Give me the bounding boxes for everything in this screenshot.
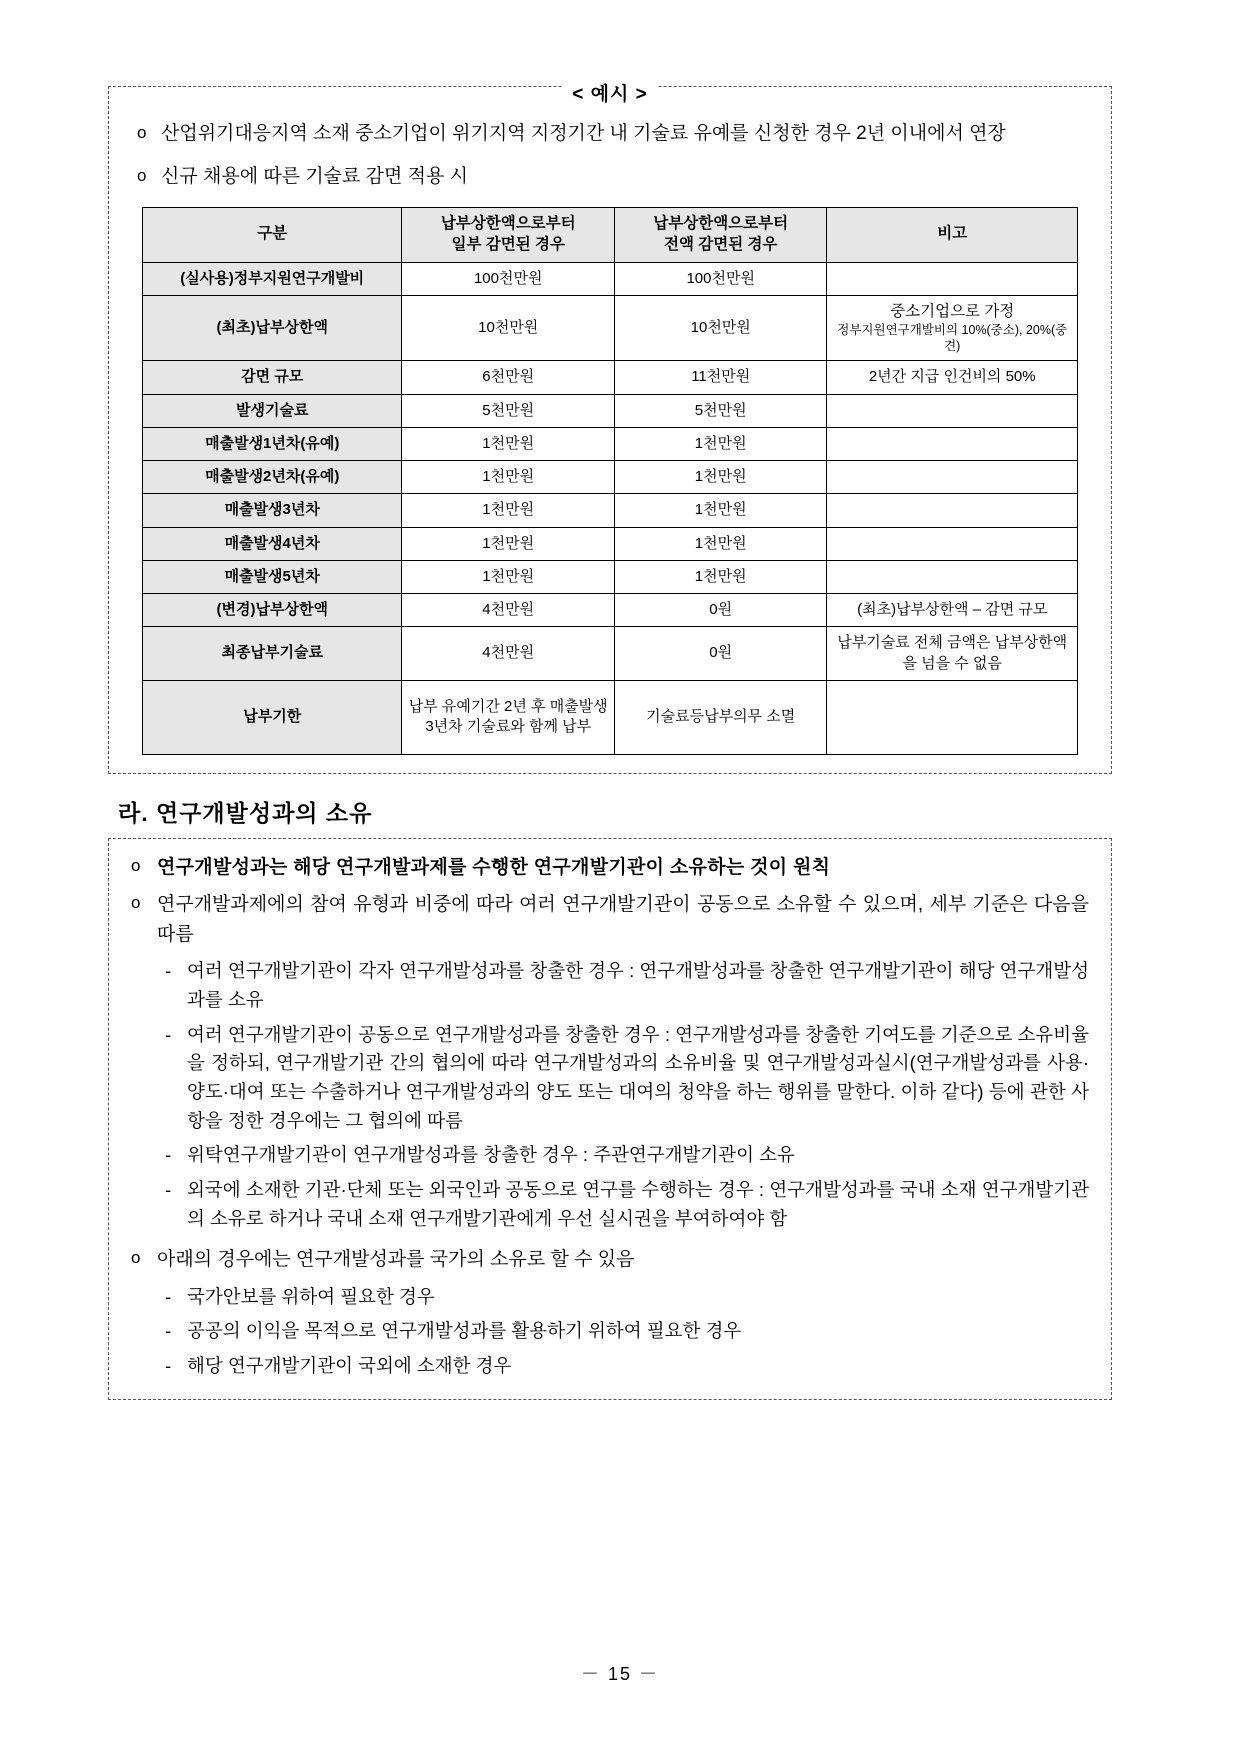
row-label: 매출발생3년차 [143, 494, 402, 527]
column-header-remarks: 비고 [827, 208, 1078, 263]
table-row [143, 680, 1078, 754]
table-row [143, 627, 1078, 681]
cell-partial: 100천만원 [402, 262, 615, 295]
list-item-text: 연구개발성과는 해당 연구개발과제를 수행한 연구개발기관이 소유하는 것이 원칙 [157, 857, 831, 878]
cell-partial: 6천만원 [402, 361, 615, 394]
row-label: 매출발생2년차(유예) [143, 461, 402, 494]
list-item [165, 1283, 1089, 1312]
list-item [165, 1021, 1089, 1136]
bullet-marker: o [131, 1248, 141, 1268]
cell-remarks: 2년간 지급 인건비의 50% [827, 361, 1078, 394]
list-item [165, 1352, 1089, 1381]
dash-marker: - [165, 1355, 172, 1377]
cell-partial: 1천만원 [402, 461, 615, 494]
technology-fee-example-table [142, 207, 1078, 755]
cell-remarks [827, 527, 1078, 560]
table-row [143, 296, 1078, 361]
cell-remarks [827, 296, 1078, 361]
table-row [143, 527, 1078, 560]
column-header-division: 구분 [143, 208, 402, 263]
list-item-text: 국가안보를 위하여 필요한 경우 [187, 1285, 435, 1307]
column-header-partial-reduction [402, 208, 615, 263]
row-label: 납부기한 [143, 680, 402, 754]
dash-marker: - [165, 1320, 172, 1342]
cell-partial: 1천만원 [402, 560, 615, 593]
dash-marker: - [165, 1285, 172, 1307]
table-row [143, 427, 1078, 460]
cell-remarks [827, 461, 1078, 494]
dash-marker: - [165, 1144, 172, 1166]
bullet-marker: o [137, 165, 147, 185]
cell-full: 100천만원 [614, 262, 827, 295]
row-label: (변경)납부상한액 [143, 594, 402, 627]
table-row [143, 560, 1078, 593]
table-row [143, 494, 1078, 527]
cell-partial: 1천만원 [402, 427, 615, 460]
cell-partial: 납부 유예기간 2년 후 매출발생 3년차 기술료와 함께 납부 [402, 680, 615, 754]
example-bullet-2 [137, 163, 1083, 192]
remark-sub: 정부지원연구개발비의 10%(중소), 20%(중견) [837, 323, 1068, 353]
dash-marker: - [165, 960, 172, 982]
table-row [143, 262, 1078, 295]
cell-remarks: 납부기술료 전체 금액은 납부상한액을 넘을 수 없음 [827, 627, 1078, 681]
cell-remarks [827, 494, 1078, 527]
cell-full: 5천만원 [614, 394, 827, 427]
list-item [165, 1317, 1089, 1346]
header-line-1: 납부상한액으로부터 [653, 215, 789, 232]
page-number: － 15 － [580, 1664, 660, 1684]
cell-partial: 1천만원 [402, 494, 615, 527]
cell-full: 10천만원 [614, 296, 827, 361]
bullet-marker: o [131, 893, 141, 913]
cell-full: 1천만원 [614, 560, 827, 593]
list-item-text: 연구개발과제에의 참여 유형과 비중에 따라 여러 연구개발기관이 공동으로 소유할 수 있으며, 세부 기준은 다음을 따름 [157, 894, 1089, 945]
remark-main: 중소기업으로 가정 [890, 303, 1015, 321]
bullet-marker: o [137, 123, 147, 142]
dash-marker: - [165, 1179, 172, 1201]
list-item-text: 여러 연구개발기관이 각자 연구개발성과를 창출한 경우 : 연구개발성과를 창출한 연구개발기관이 해당 연구개발성과를 소유 [187, 960, 1089, 1010]
cell-partial: 10천만원 [402, 296, 615, 361]
header-line-2: 일부 감면된 경우 [451, 235, 565, 253]
cell-remarks [827, 262, 1078, 295]
list-item-text: 여러 연구개발기관이 공동으로 연구개발성과를 창출한 경우 : 연구개발성과를 창출한 기여도를 기준으로 소유비율을 정하되, 연구개발기관 간의 협의에 따라 연구개발성과의 소유비율 및 연구개발성과실시(연구개발성과를 사용·양도·대여 또는 수출하거나 연구개발성과의 양도 또는 대여의 청약을 하는 행위를 말한다. 이하 같다) 등에 관한 사항을 정한 경우에는 그 협의에 따름 [187, 1023, 1089, 1131]
row-label: (실사용)정부지원연구개발비 [143, 262, 402, 295]
list-item [131, 890, 1089, 949]
list-item [165, 1176, 1089, 1233]
list-item [165, 1141, 1089, 1170]
row-label: 감면 규모 [143, 361, 402, 394]
cell-full: 11천만원 [614, 361, 827, 394]
table-row [143, 594, 1078, 627]
cell-full: 기술료등납부의무 소멸 [614, 680, 827, 754]
example-bullet-1 [137, 120, 1083, 149]
list-item-text: 해당 연구개발기관이 국외에 소재한 경우 [187, 1355, 512, 1377]
cell-full: 1천만원 [614, 461, 827, 494]
header-line-2: 전액 감면된 경우 [664, 235, 778, 253]
cell-partial: 4천만원 [402, 594, 615, 627]
cell-full: 1천만원 [614, 527, 827, 560]
column-header-full-reduction [614, 208, 827, 263]
list-item-text: 위탁연구개발기관이 연구개발성과를 창출한 경우 : 주관연구개발기관이 소유 [187, 1144, 795, 1166]
cell-full: 1천만원 [614, 427, 827, 460]
row-label: 발생기술료 [143, 394, 402, 427]
table-header-row [143, 208, 1078, 263]
row-label: 매출발생5년차 [143, 560, 402, 593]
list-item-text: 아래의 경우에는 연구개발성과를 국가의 소유로 할 수 있음 [157, 1249, 635, 1271]
section-heading: 라. 연구개발성과의 소유 [118, 800, 373, 826]
bullet-text: 산업위기대응지역 소재 중소기업이 위기지역 지정기간 내 기술료 유예를 신청한 경우 2년 이내에서 연장 [161, 123, 1006, 144]
list-item-text: 공공의 이익을 목적으로 연구개발성과를 활용하기 위하여 필요한 경우 [187, 1320, 742, 1342]
table-row [143, 461, 1078, 494]
list-item [131, 853, 1089, 882]
list-item [131, 1245, 1089, 1274]
example-callout-box [108, 86, 1112, 774]
cell-partial: 1천만원 [402, 527, 615, 560]
example-title: < 예시 > [562, 79, 657, 106]
bullet-marker: o [131, 856, 141, 875]
cell-partial: 4천만원 [402, 627, 615, 681]
cell-full: 0원 [614, 627, 827, 681]
cell-remarks [827, 560, 1078, 593]
cell-full: 0원 [614, 594, 827, 627]
list-item [165, 957, 1089, 1014]
table-row [143, 394, 1078, 427]
cell-remarks: (최초)납부상한액 – 감면 규모 [827, 594, 1078, 627]
cell-remarks [827, 680, 1078, 754]
list-item-text: 외국에 소재한 기관·단체 또는 외국인과 공동으로 연구를 수행하는 경우 : 연구개발성과를 국내 소재 연구개발기관의 소유로 하거나 국내 소재 연구개발기관에게 우선 실시권을 부여하여야 함 [187, 1179, 1089, 1229]
cell-remarks [827, 394, 1078, 427]
bullet-text: 신규 채용에 따른 기술료 감면 적용 시 [161, 165, 468, 187]
row-label: 최종납부기술료 [143, 627, 402, 681]
cell-remarks [827, 427, 1078, 460]
section-content-box [108, 838, 1112, 1400]
table-row [143, 361, 1078, 394]
row-label: 매출발생1년차(유예) [143, 427, 402, 460]
cell-partial: 5천만원 [402, 394, 615, 427]
cell-full: 1천만원 [614, 494, 827, 527]
row-label: (최초)납부상한액 [143, 296, 402, 361]
dash-marker: - [165, 1023, 172, 1045]
row-label: 매출발생4년차 [143, 527, 402, 560]
header-line-1: 납부상한액으로부터 [440, 215, 576, 232]
